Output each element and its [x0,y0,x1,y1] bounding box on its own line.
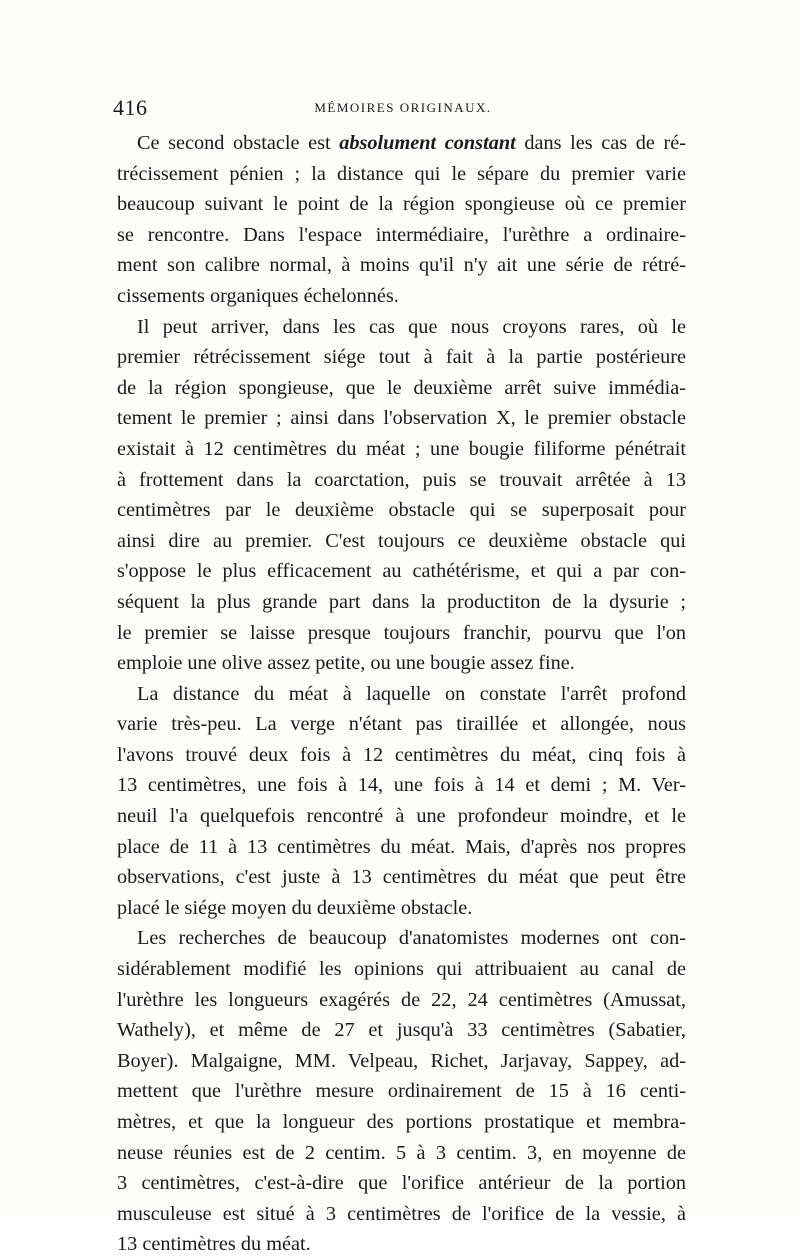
text-line: existait à 12 centimètres du méat ; une bougie filiforme pénétrait [117,437,686,460]
text-line: Les recherches de beaucoup d'anatomistes modernes ont con- [137,927,686,950]
text-line: premier rétrécissement siége tout à fait à la partie postérieure [117,346,686,369]
text-run: dans les cas de ré- [515,132,687,154]
text-line: Wathely), et même de 27 et jusqu'à 33 centimètres (Sabatier, [117,1019,686,1042]
paragraph-3 [117,679,686,924]
paragraph-1 [117,128,686,312]
text-line: Boyer). Malgaigne, MM. Velpeau, Richet, Jarjavay, Sappey, ad- [117,1049,686,1072]
text-line: sidérablement modifié les opinions qui attribuaient au canal de [117,958,686,981]
running-head [113,95,693,121]
text-line: musculeuse est situé à 3 centimètres de l'orifice de la vessie, à [117,1202,686,1225]
body-text [117,128,686,1260]
text-line: neuse réunies est de 2 centim. 5 à 3 centim. 3, en moyenne de [117,1141,686,1164]
text-line: séquent la plus grande part dans la productiton de la dysurie ; [117,590,686,613]
text-line: placé le siége moyen du deuxième obstacle. [117,896,473,919]
text-line: 3 centimètres, c'est-à-dire que l'orifice antérieur de la portion [117,1172,686,1195]
text-line: ainsi dire au premier. C'est toujours ce deuxième obstacle qui [117,529,686,552]
text-line: tement le premier ; ainsi dans l'observation X, le premier obstacle [117,407,686,430]
page-number: 416 [113,95,148,120]
text-line: place de 11 à 13 centimètres du méat. Mais, d'après nos propres [117,835,686,858]
text-line: centimètres par le deuxième obstacle qui se superposait pour [117,499,686,522]
text-line: s'oppose le plus efficacement au cathétérisme, et qui a par con- [117,560,686,583]
text-line: se rencontre. Dans l'espace intermédiaire, l'urèthre a ordinaire- [117,223,686,246]
text-line: mettent que l'urèthre mesure ordinairement de 15 à 16 centi- [117,1080,686,1103]
text-line: mètres, et que la longueur des portions prostatique et membra- [117,1111,686,1133]
text-line: beaucoup suivant le point de la région spongieuse où ce premier [117,193,686,216]
text-line: neuil l'a quelquefois rencontré à une profondeur moindre, et le [117,805,686,828]
text-line: l'avons trouvé deux fois à 12 centimètres du méat, cinq fois à [117,743,686,766]
text-line: observations, c'est juste à 13 centimètres du méat que peut être [117,866,686,889]
text-line: trécissement pénien ; la distance qui le sépare du premier varie [117,162,686,185]
paragraph-4 [117,923,686,1260]
paragraph-2 [117,312,686,679]
text-line: à frottement dans la coarctation, puis se trouvait arrêtée à 13 [117,468,686,491]
text-line: 13 centimètres du méat. [117,1233,311,1256]
text-line: ment son calibre normal, à moins qu'il n'y ait une série de rétré- [117,254,686,277]
emphasis: absolument constant [339,132,516,154]
text-line: emploie une olive assez petite, ou une bougie assez fine. [117,652,575,675]
text-line: de la région spongieuse, que le deuxième arrêt suive immédia- [117,376,686,399]
text-line [117,128,686,159]
text-run: Ce second obstacle est [137,132,340,154]
text-line: La distance du méat à laquelle on constate l'arrêt profond [137,682,686,705]
text-line: varie très-peu. La verge n'étant pas tiraillée et allongée, nous [117,713,686,736]
running-title: MÉMOIRES ORIGINAUX. [314,100,492,115]
text-line: Il peut arriver, dans les cas que nous croyons rares, où le [137,315,686,338]
text-line: le premier se laisse presque toujours franchir, pourvu que l'on [117,621,686,644]
text-line: 13 centimètres, une fois à 14, une fois à 14 et demi ; M. Ver- [117,774,686,797]
text-line: l'urèthre les longueurs exagérés de 22, 24 centimètres (Amussat, [117,988,686,1011]
text-line: cissements organiques échelonnés. [117,284,399,307]
